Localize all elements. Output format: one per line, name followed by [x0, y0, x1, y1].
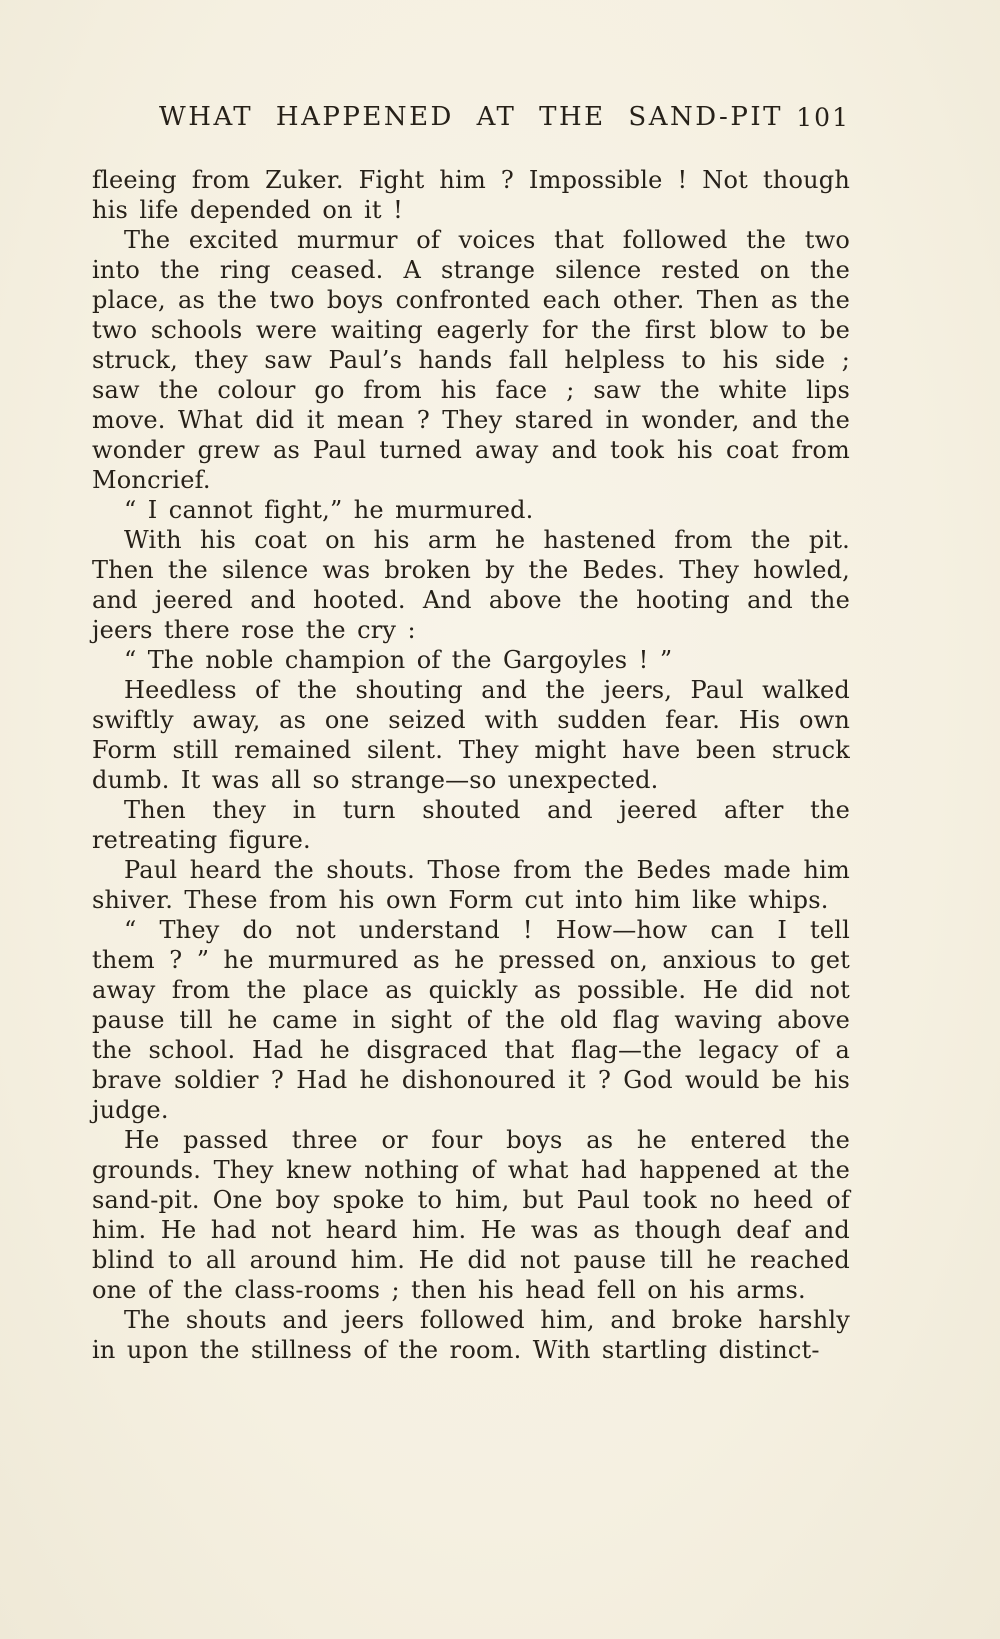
- paragraph: “ They do not understand ! How—how can I tell them ? ” he murmured as he pressed on, anxious to get away from the place as quickly as possible. He did not pause till he came in sight of the old flag waving above the school. Had he disgraced that flag—the legacy of a brave soldier ? Had he dishonoured it ? God would be his judge.: [92, 916, 850, 1124]
- paragraph: Paul heard the shouts. Those from the Bedes made him shiver. These from his own Form cut into him like whips.: [92, 856, 850, 914]
- paragraph: He passed three or four boys as he entered the grounds. They knew nothing of what had happened at the sand-pit. One boy spoke to him, but Paul took no heed of him. He had not heard him. He was as though deaf and blind to all around him. He did not pause till he reached one of the class-rooms ; then his head fell on his arms.: [92, 1126, 850, 1304]
- page-number: 101: [796, 103, 850, 132]
- paragraph: “ The noble champion of the Gargoyles ! ”: [124, 646, 673, 674]
- page-body: [92, 165, 850, 1365]
- paragraph: Then they in turn shouted and jeered after the retreating figure.: [92, 796, 850, 854]
- paragraph: fleeing from Zuker. Fight him ? Impossible ! Not though his life depended on it !: [92, 166, 850, 224]
- paragraph: With his coat on his arm he hastened from the pit. Then the silence was broken by the Bedes. They howled, and jeered and hooted. And above the hooting and the jeers there rose the cry :: [92, 526, 850, 644]
- page-header: [92, 102, 850, 132]
- paragraph: The shouts and jeers followed him, and broke harshly in upon the stillness of the room. With startling distinct-: [92, 1306, 850, 1364]
- running-head-title: WHAT HAPPENED AT THE SAND-PIT: [159, 102, 783, 132]
- paragraph: “ I cannot fight,” he murmured.: [124, 496, 534, 524]
- paragraph: The excited murmur of voices that followed the two into the ring ceased. A strange silence rested on the place, as the two boys confronted each other. Then as the two schools were waiting eagerly for the first blow to be struck, they saw Paul’s hands fall helpless to his side ; saw the colour go from his face ; saw the white lips move. What did it mean ? They stared in wonder, and the wonder grew as Paul turned away and took his coat from Moncrief.: [92, 226, 850, 494]
- paragraph: Heedless of the shouting and the jeers, Paul walked swiftly away, as one seized with sudden fear. His own Form still remained silent. They might have been struck dumb. It was all so strange—so unexpected.: [92, 676, 850, 794]
